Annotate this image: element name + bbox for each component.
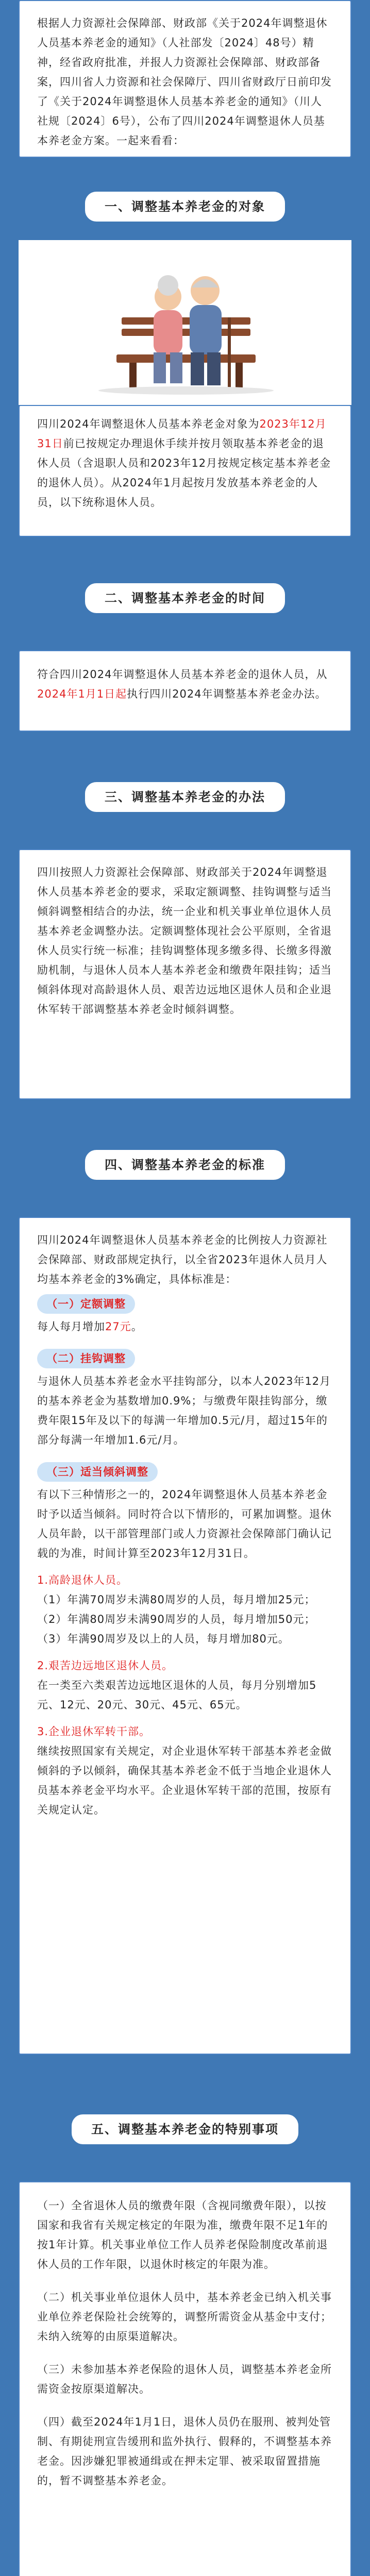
sub-3-item-1-line-3: （3）年满90周岁及以上的人员，每月增加80元。 [37, 1633, 290, 1645]
section-3-card [19, 849, 351, 1099]
section-title-4: 四、调整基本养老金的标准 [85, 1150, 285, 1180]
section-1-date: 2023年12月31日 [37, 418, 327, 450]
sub-3-lead: 有以下三种情形之一的，2024年调整退休人员基本养老金时予以适当倾斜。同时符合以下情形的，可累加调整。退休人员年龄，以干部管理部门或人力资源社会保障部门确认记载的为准，时间计算至2023年12月31日。 [37, 1488, 332, 1560]
section-1-body [37, 414, 333, 512]
section-4-lead: 四川2024年调整退休人员基本养老金的比例按人力资源社会保障部、财政部规定执行，以全省2023年退休人员月人均基本养老金的3%确定，具体标准是： [37, 1234, 328, 1285]
sub-1-text: 每人每月增加27元。 [37, 1320, 143, 1333]
sub-3-item-1-line-1: （1）年满70周岁未满80周岁的人员，每月增加25元； [37, 1594, 316, 1606]
section-4-card [19, 1217, 351, 2055]
sub-3-item-3-text: 继续按照国家有关规定，对企业退休军转干部基本养老金做倾斜的予以倾斜，确保其基本养老金不低于当地企业退休人员基本养老金平均水平。企业退休军转干部的范围，按原有关规定认定。 [37, 1745, 332, 1816]
section-1-text-b: 前已按规定办理退休手续并按月领取基本养老金的退休人员（含退职人员和2023年12月按规定核定基本养老金的退休人员）。从2024年1月起按月发放基本养老金的人员，以下统称退休人员。 [37, 437, 331, 509]
section-2-text-a: 符合四川2024年调整退休人员基本养老金的退休人员，从 [37, 668, 328, 681]
sub-2-text: 与退休人员基本养老金水平挂钩部分，以本人2023年12月的基本养老金为基数增加0.9%；与缴费年限挂钩部分，缴费年限15年及以下的每满一年增加0.5元/月，超过15年的部分每满一年增加1.6元/月。 [37, 1375, 331, 1446]
section-title-5: 五、调整基本养老金的特别事项 [72, 2114, 298, 2144]
sub-heading-3: （三）适当倾斜调整 [37, 1462, 158, 1482]
section-5-para-1: （一）全省退休人员的缴费年限（含视同缴费年限），以按国家和我省有关规定核定的年限为准，缴费年限不足1年的按1年计算。机关事业单位工作人员养老保险制度改革前退休人员的工作年限，以退休时核定的年限为准。 [37, 2199, 328, 2270]
section-title-2: 二、调整基本养老金的时间 [85, 583, 285, 613]
section-2-card [19, 650, 351, 732]
sub-3-item-1-title: 1.高龄退休人员。 [37, 1574, 128, 1586]
sub-3-item-2-title: 2.艰苦边远地区退休人员。 [37, 1659, 174, 1672]
section-5-para-3: （三）未参加基本养老保险的退休人员，调整基本养老金所需资金按原渠道解决。 [37, 2363, 332, 2395]
section-5-card [19, 2181, 351, 2576]
intro-text: 根据人力资源社会保障部、财政部《关于2024年调整退休人员基本养老金的通知》（人社部发〔2024〕48号）精神，经省政府批准，并报人力资源社会保障部、财政部备案，四川省人力资源和社会保障厅、四川省财政厅日前印发了《关于2024年调整退休人员基本养老金的通知》（川人社规〔2024〕6号），公布了四川2024年调整退休人员基本养老金方案。一起来看看： [37, 17, 332, 147]
sub-3-item-3-title: 3.企业退休军转干部。 [37, 1725, 151, 1738]
section-2-body [37, 665, 333, 704]
section-title-3: 三、调整基本养老金的办法 [85, 782, 285, 812]
sub-3-item-2-text: 在一类至六类艰苦边远地区退休的人员，每月分别增加5元、12元、20元、30元、45元、65元。 [37, 1679, 317, 1711]
section-2-text-b: 执行四川2024年调整基本养老金办法。 [127, 688, 327, 700]
section-1-card [19, 405, 351, 537]
section-2-date: 2024年1月1日起 [37, 688, 127, 700]
section-5-para-4: （四）截至2024年1月1日，退休人员仍在服刑、被判处管制、有期徒刑宣告缓刑和监外执行、假释的，不调整基本养老金。因涉嫌犯罪被通缉或在押未定罪、被采取留置措施的，暂不调整基本养老金。 [37, 2416, 332, 2487]
sub-3-item-1-line-2: （2）年满80周岁未满90周岁的人员，每月增加50元； [37, 1613, 316, 1625]
section-3-body: 四川按照人力资源社会保障部、财政部关于2024年调整退休人员基本养老金的要求，采取定额调整、挂钩调整与适当倾斜调整相结合的办法，统一企业和机关事业单位退休人员基本养老金调整办法。定额调整体现社会公平原则，全省退休人员实行统一标准；挂钩调整体现多缴多得、长缴多得激励机制，与退休人员本人基本养老金和缴费年限挂钩；适当倾斜体现对高龄退休人员、艰苦边远地区退休人员和企业退休军转干部调整基本养老金时倾斜调整。 [37, 866, 332, 1015]
intro-card [19, 0, 351, 158]
sub-heading-1: （一）定额调整 [37, 1294, 135, 1314]
section-5-para-2: （二）机关事业单位退休人员中，基本养老金已纳入机关事业单位养老保险社会统筹的，调整所需资金从基金中支付；未纳入统筹的由原渠道解决。 [37, 2291, 332, 2343]
elderly-couple-illustration [19, 240, 351, 405]
sub-heading-2: （二）挂钩调整 [37, 1349, 135, 1368]
elderly-couple-bench-icon [19, 240, 351, 405]
section-title-1: 一、调整基本养老金的对象 [85, 192, 285, 222]
section-1-text-a: 四川2024年调整退休人员基本养老金对象为 [37, 418, 260, 430]
